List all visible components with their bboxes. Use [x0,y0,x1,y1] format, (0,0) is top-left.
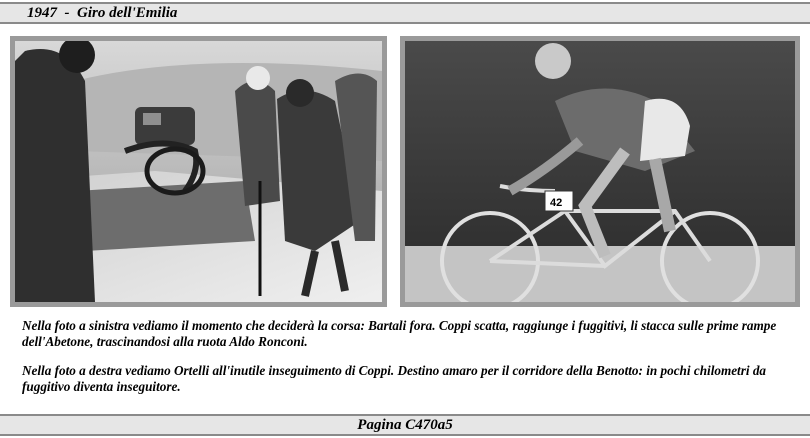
page-number-label: Pagina C470a5 [357,417,453,433]
footer-bar [0,414,810,436]
photo-right [400,36,800,307]
photo-left [10,36,387,307]
caption-right: Nella foto a destra vediamo Ortelli all'inutile inseguimento di Coppi. Destino amaro per il corridore della Benotto: in pochi chilometri da fuggitivo diventa inseguitore. [22,363,767,394]
caption-left: Nella foto a sinistra vediamo il momento che deciderà la corsa: Bartali fora. Coppi scatta, raggiunge i fuggitivi, li stacca sulle prime rampe dell'Abetone, trascinandosi alla ruota Aldo Ronconi. [22,318,777,349]
header-bar [0,2,810,24]
photo-cyclist-racing-icon [405,41,795,302]
race-number-label: 42 [550,197,563,209]
photo-cyclists-climb-icon [15,41,382,302]
page-title: 1947 - Giro dell'Emilia [27,5,178,21]
